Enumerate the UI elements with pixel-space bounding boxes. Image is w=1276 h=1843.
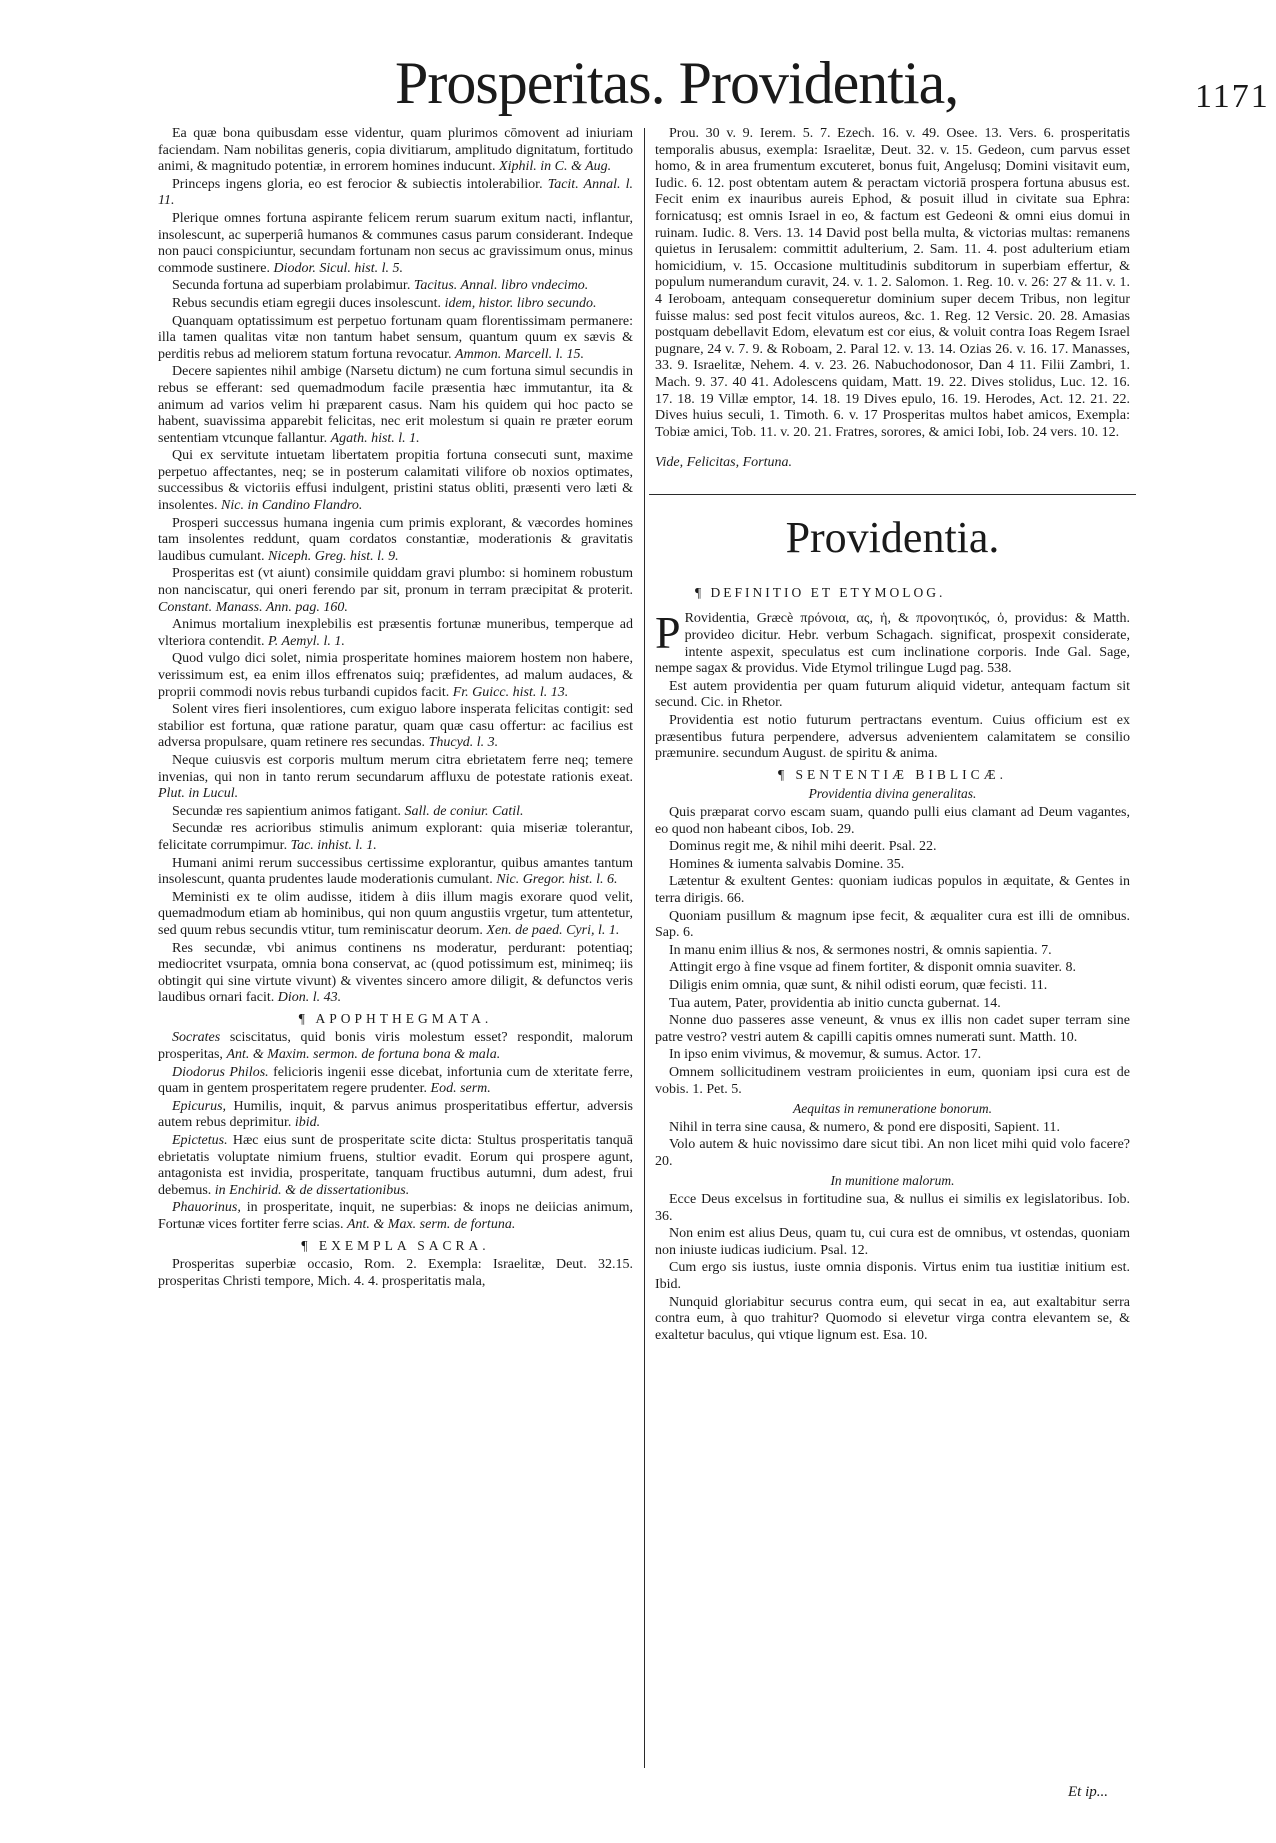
text-paragraph [158, 753, 633, 803]
text-paragraph [158, 296, 633, 313]
paragraph-text: Animus mortalium inexplebilis est præsentis fortunæ muneribus, temperque ad vlteriora contendit. [158, 617, 633, 649]
paragraph-text: Meministi ex te olim audisse, itidem à diis illum magis exorare quod velit, quemadmodum etiam ab hominibus, qui non quum angustiis vrgetur, tum attentetur, sed quum rebus secundis vtitur, tum reminiscatur deorum. [158, 889, 633, 938]
text-paragraph [655, 1065, 1130, 1098]
paragraph-text: Decere sapientes nihil ambige (Narsetu dictum) ne cum fortuna simul secundis in rebus se efferant: sed quemadmodum facile præsentia hæc immutantur, ita & animum ad varios velim hi præparent casus. Nam his quidem qui hoc pacto se habent, suavissima apparebit felicitas, nec erit molestum si quain re præter eorum sententiam vtcunque fallantur. [158, 364, 633, 446]
subsection-heading: Aequitas in remuneratione bonorum. [793, 1101, 992, 1117]
source-citation: Agath. hist. l. 1. [330, 430, 420, 446]
source-citation: Nic. Gregor. hist. l. 6. [496, 872, 618, 888]
source-citation: ibid. [294, 1115, 321, 1131]
definition-text: Rovidentia, Græcè πρόνοια, ας, ἡ, & προνοητικός, ὁ, providus: & Matth. provideo dicitur. Hebr. verbum Schagach. significat, prospexit considerate, intente aspexit, speculatus est cum inclinatione corporis. Inde Gal. Sage, nempe sagax & providus. Vide Etymol trilingue Lugd pag. 538. [655, 611, 1130, 677]
text-paragraph [655, 909, 1130, 942]
speaker-name: Epictetus. [172, 1133, 228, 1149]
text-paragraph [158, 702, 633, 752]
section-title: Providentia. [785, 512, 1000, 562]
text-paragraph [158, 566, 633, 616]
section-rule [649, 494, 1136, 495]
cross-reference: Vide, Felicitas, Fortuna. [655, 455, 792, 471]
drop-cap-initial: P [655, 607, 681, 659]
prosperitas-sententiae [158, 126, 633, 1007]
text-paragraph [158, 1133, 633, 1199]
paragraph-text: Ea quæ bona quibusdam esse videntur, quam plurimos cōmovent ad iniuriam faciendam. Nam nobilitas generis, copia divitiarum, amplitudo dignitatum, fortitudo animi, & magnitudo potentiæ, in errorem homines inducunt. [158, 126, 633, 175]
text-paragraph [655, 1295, 1130, 1345]
paragraph-text: Homines & iumenta salvabis Domine. 35. [669, 856, 905, 872]
paragraph-text: sciscitatus, quid bonis viris molestum esset? respondit, malorum prosperitas, [158, 1030, 633, 1063]
speaker-name: Diodorus Philos. [172, 1064, 269, 1080]
text-paragraph [158, 617, 633, 650]
source-citation: Dion. l. 43. [277, 990, 342, 1006]
apophthegmata-list [158, 1030, 633, 1233]
speaker-name: Socrates [172, 1030, 221, 1046]
biblical-list-1 [655, 805, 1130, 1098]
text-paragraph [655, 805, 1130, 838]
exempla-paragraph: Prosperitas superbiæ occasio, Rom. 2. Exempla: Israelitæ, Deut. 32.15. prosperitas Christi tempore, Mich. 4. 4. prosperitatis mala, [158, 1257, 633, 1289]
paragraph-text: Prou. 30 v. 9. Ierem. 5. 7. Ezech. 16. v. 49. Osee. 13. Vers. 6. prosperitatis temporalis abusus, exempla: Israelitæ, Deut. 32. v. 15. Gedeon, cum parvus esset homo, & in area frumentum excuteret, bonus fuit, Angelusq; Domini visitavit eum, Iudic. 6. 12. post obtentam autem & peractam victoriā prospera fortuna abusus est. Fecit enim ex inauribus aureis Ephod, & posuit illud in civitate sua Ephra: fornicatusq; est omnis Israel in eo, & factum est Gedeoni & omni eius domui in ruinam. Iudic. 8. Vers. 13. 14 David post bella multa, & victorias multas: remanens quietus in Ierusalem: committit adulterium, 2. Sam. 11. 4. post adulterium etiam homicidium, v. 15. Occasione multitudinis subditorum in superbiam effertur, & populum numerandum curavit, 24. v. 1. 2. Salomon. 1. Reg. 10. v. 26: 27 & 11. v. 1. 4 Ieroboam, antequam consequeretur dominium super decem Tribus, non legitur fuisse malus: sed post fecit vitulos aureos, &c. 1. Reg. 12 Versic. 20. 28. Amasias postquam debellavit Edom, elevatum est cor eius, & voluit contra Ioas Regem Israel pugnare, 24 v. 7. 9. & Roboam, 2. Paral 12. v. 13. 14. Ozias 26. v. 16. 17. Manasses, 33. 9. Israelitæ, Nehem. 4. v. 23. 26. Nabuchodonosor, Dan 4 11. Filii Zambri, 1. Mach. 9. 37. 40 41. Adolescens quidam, Matt. 19. 22. Dives stolidus, Luc. 12. 16. 17. 18. 19 Villæ emptor, 14. 18. 19 Dives epulo, 16. 19. Herodes, Act. 12. 21. 22. Dives huius seculi, 1. Timoth. 6. v. 17 Prosperitas multos habet amicos, Exempla: Tobiæ amici, Tob. 11. v. 20. 21. Fratres, sorores, & amici Iobi, Iob. 24 vers. 10. 12. [655, 126, 1130, 440]
paragraph-text: Volo autem & huic novissimo dare sicut tibi. An non licet mihi quid volo facere? 20. [655, 1137, 1130, 1169]
source-citation: Fr. Guicc. hist. l. 13. [452, 684, 569, 700]
running-title: Prosperitas. Providentia, [395, 50, 959, 116]
paragraph-text: Lætentur & exultent Gentes: quoniam iudicas populos in æquitate, & Gentes in terra dirigis. 66. [655, 874, 1130, 906]
source-citation: Constant. Manass. Ann. pag. 160. [158, 599, 348, 615]
paragraph-text: Ecce Deus excelsus in fortitudine sua, & nullus ei similis ex legislatoribus. Iob. 36. [655, 1192, 1130, 1224]
paragraph-text: Princeps ingens gloria, eo est ferocior & subiectis intolerabilior. [172, 176, 543, 192]
paragraph-text: Solent vires fieri insolentiores, cum exiguo labore insperata felicitas contigit: sed stabilior est fortuna, quæ ratione paratur, quam quæ casu offertur: ac facilius est adversa propulsare, quam retinere res secundas. [158, 702, 633, 751]
text-paragraph [158, 890, 633, 940]
paragraph-text: In ipso enim vivimus, & movemur, & sumus. Actor. 17. [669, 1047, 982, 1063]
text-paragraph [158, 821, 633, 854]
subsection-heading: In munitione malorum. [830, 1173, 955, 1189]
speaker-name: Epicurus, [172, 1098, 227, 1114]
paragraph-text: Qui ex servitute intuetam libertatem propitia fortuna consecuti sunt, maxime perpetuo affectantes, neq; se in posterum calamitati vilifore ob noxios optimates, successibus & victoriis effusi indulgent, pristini status obliti, præsenti vero læti & insolentes. [158, 448, 633, 514]
text-paragraph [158, 856, 633, 889]
text-paragraph [655, 1226, 1130, 1259]
column-divider [644, 128, 645, 1768]
text-paragraph [655, 857, 1130, 874]
biblical-list-3 [655, 1192, 1130, 1344]
paragraph-text: Omnem sollicitudinem vestram proiicientes in eum, quoniam ipsi cura est de vobis. 1. Pet. 5. [655, 1064, 1130, 1097]
right-column [655, 126, 1130, 1345]
text-paragraph [158, 177, 633, 210]
paragraph-text: Secundæ res acrioribus stimulis animum explorant: quia miseriæ tolerantur, felicitate corrumpimur. [158, 821, 633, 853]
paragraph-text: felicioris ingenii esse dicebat, infortunia cum de xteritate ferre, quam in gentem prosperitatem regere prudenter. [158, 1064, 633, 1097]
text-paragraph [655, 960, 1130, 977]
paragraph-text: Diligis enim omnia, quæ sunt, & nihil odisti eorum, quæ fecisti. 11. [669, 977, 1048, 993]
text-paragraph [655, 1047, 1130, 1064]
text-paragraph [655, 839, 1130, 856]
text-paragraph [655, 996, 1130, 1013]
text-paragraph [655, 1013, 1130, 1046]
text-paragraph [158, 314, 633, 364]
source-citation: Tacitus. Annal. libro vndecimo. [413, 278, 589, 294]
paragraph-text: Cum ergo sis iustus, iuste omnia disponis. Virtus enim tua iustitiæ initium est. Ibid. [655, 1260, 1130, 1293]
text-paragraph [655, 1260, 1130, 1293]
left-column [158, 126, 633, 1291]
paragraph-text: Dominus regit me, & nihil mihi deerit. Psal. 22. [669, 839, 937, 855]
text-paragraph [655, 874, 1130, 907]
definitio-heading: ¶ DEFINITIO ET ETYMOLOG. [695, 584, 946, 600]
paragraph-text: Neque cuiusvis est corporis multum merum citra ebrietatem ferre neq; temere invenias, qui non in tanto rerum secundarum affluxu de potestate rationis exeat. [158, 752, 633, 785]
source-citation: P. Aemyl. l. 1. [268, 633, 345, 649]
text-paragraph [655, 126, 1130, 441]
text-paragraph [158, 516, 633, 566]
source-citation: Tacit. Annal. l. 11. [158, 176, 633, 209]
text-paragraph [158, 1200, 633, 1233]
source-citation: Niceph. Greg. hist. l. 9. [268, 548, 399, 564]
text-paragraph [655, 1120, 1130, 1137]
text-paragraph [158, 804, 633, 821]
source-citation: Eod. serm. [430, 1081, 491, 1097]
paragraph-text: Humani animi rerum successibus certissime explorantur, quibus amantes tantum insolescunt, quanta prudentes laude moderationis cumulant. [158, 855, 633, 888]
paragraph-text: Quoniam pusillum & magnum ipse fecit, & æqualiter cura est illi de omnibus. Sap. 6. [655, 908, 1130, 941]
text-paragraph [158, 126, 633, 176]
page-number: 1171 [1195, 78, 1270, 115]
speaker-name: Phauorinus, [172, 1200, 241, 1216]
sententiae-heading: ¶ SENTENTIÆ BIBLICÆ. [778, 766, 1007, 782]
exempla-heading: ¶ EXEMPLA SACRA. [301, 1237, 490, 1253]
source-citation: Tac. inhist. l. 1. [290, 837, 377, 853]
catchword: Et ip... [1068, 1784, 1108, 1800]
paragraph-text: Non enim est alius Deus, quam tu, cui cura est de omnibus, vt ostendas, quoniam non iniuste iudicas iudicium. Psal. 12. [655, 1226, 1130, 1258]
paragraph-text: Res secundæ, vbi animus continens ns moderatur, perdurant: potentiaq; mediocritet vsurpata, omnia bona conservat, ac (quod potissimum est, minimeq; iis obtingit qui sine virtute vivunt) & viventes sincero amore diligit, & defunctos veris laudibus ornari facit. [158, 940, 633, 1006]
apophthegmata-heading: ¶ APOPHTHEGMATA. [298, 1010, 493, 1026]
biblical-list-2 [655, 1120, 1130, 1171]
text-paragraph [655, 943, 1130, 960]
text-paragraph [158, 448, 633, 514]
paragraph-text: Quis præparat corvo escam suam, quando pulli eius clamant ad Deum vagantes, eo quod non habeant cibos, Iob. 29. [655, 805, 1130, 837]
source-citation: Thucyd. l. 3. [428, 735, 499, 751]
paragraph-text: Attingit ergo à fine vsque ad finem fortiter, & disponit omnia suaviter. 8. [669, 960, 1077, 976]
text-paragraph [158, 278, 633, 295]
paragraph-text: Nihil in terra sine causa, & numero, & pond ere dispositi, Sapient. 11. [669, 1119, 1061, 1135]
text-paragraph [655, 1192, 1130, 1225]
source-citation: Nic. in Candino Flandro. [221, 498, 363, 514]
source-citation: Diodor. Sicul. hist. l. 5. [273, 260, 403, 276]
source-citation: Sall. de coniur. Catil. [404, 803, 524, 819]
paragraph-text: In manu enim illius & nos, & sermones nostri, & omnis sapientia. 7. [669, 942, 1052, 958]
paragraph-text: Quanquam optatissimum est perpetuo fortunam quam florentissimam permanere: illa tamen qualitas vitæ non tantum habet sensum, quantum quum ex sævis & perditis rebus ad meliorem statum fortuna revocatur. [158, 313, 633, 362]
source-citation: idem, histor. libro secundo. [444, 295, 597, 311]
text-paragraph [158, 1065, 633, 1098]
definition-paragraph: Providentia est notio futurum pertractans eventum. Cuius officium est ex præsentibus futura perpendere, adversus advenientem calamitatem se consilio præmunire. secundum August. de spiritu & anima. [655, 713, 1130, 762]
paragraph-text: Rebus secundis etiam egregii duces insolescunt. [172, 295, 442, 311]
source-citation: Xen. de paed. Cyri, l. 1. [486, 922, 620, 938]
text-paragraph [158, 211, 633, 277]
paragraph-text: Quod vulgo dici solet, nimia prosperitate homines maiorem hostem non habere, verissimum est, ea enim illos effrenatos suiq; præfidentes, ad malum audaces, & proprii commodi novis rebus turbandi cupidos facit. [158, 651, 633, 700]
text-paragraph [655, 978, 1130, 995]
paragraph-text: Prosperi successus humana ingenia cum primis explorant, & væcordes homines tam insolentes reddunt, quam cordatos constantiæ, moderationis & gravitatis laudibus cumulant. [158, 515, 633, 564]
source-citation: Ant. & Maxim. sermon. de fortuna bona & mala. [226, 1047, 501, 1063]
paragraph-text: Plerique omnes fortuna aspirante felicem rerum suarum exitum nacti, inflantur, insolescunt, ac superperiâ humanos & communes casus parum considerant. Indeque non pauci conspiciuntur, secundam fortunam non secus ac gravissimum onus, minus commode sustinere. [158, 210, 633, 276]
paragraph-text: Humilis, inquit, & parvus animus prosperitatibus effertur, adversis autem rebus deprimitur. [158, 1098, 633, 1131]
source-citation: Xiphil. in C. & Aug. [499, 159, 612, 175]
definition-paragraph-first [655, 607, 1130, 677]
source-citation: Plut. in Lucul. [158, 786, 239, 802]
source-citation: Ammon. Marcell. l. 15. [455, 346, 584, 362]
subsection-heading: Providentia divina generalitas. [808, 786, 977, 802]
text-paragraph [158, 941, 633, 1007]
paragraph-text: Secunda fortuna ad superbiam prolabimur. [172, 278, 411, 294]
text-paragraph [158, 1030, 633, 1063]
paragraph-text: Nonne duo passeres asse veneunt, & vnus ex illis non cadet super terram sine patre vestro? vestri autem & capilli capitis omnes numerati sunt. Matth. 10. [655, 1013, 1130, 1045]
text-paragraph [158, 651, 633, 701]
paragraph-text: Hæc eius sunt de prosperitate scite dicta: Stultus prosperitatis tanquā ebrietatis voluptate nimium fruens, stultior evadit. Eorum qui prospere agunt, antagonista est invidia, prosperitate, tanquam fructibus autumni, dum adest, frui debemus. [158, 1133, 634, 1198]
text-paragraph [655, 1137, 1130, 1170]
paragraph-text: Secundæ res sapientium animos fatigant. [172, 803, 402, 819]
text-paragraph [158, 1099, 633, 1132]
paragraph-text: Nunquid gloriabitur securus contra eum, qui secat in ea, aut exaltabitur serra contra eum, à quo trahitur? Quomodo si elevetur virga contra elevantem se, & exaltetur baculus, qui vtique lignum est. Esa. 10. [655, 1294, 1130, 1343]
source-citation: Ant. & Max. serm. de fortuna. [346, 1217, 516, 1232]
source-citation: in Enchirid. & de dissertationibus. [214, 1182, 410, 1198]
paragraph-text: Prosperitas est (vt aiunt) consimile quiddam gravi plumbo: si hominem robustum non nanciscatur, qui oneri ferendo par sit, pronum in terram præcipitat & proterit. [158, 566, 633, 599]
exempla-continued [655, 126, 1130, 441]
definition-paragraph: Est autem providentia per quam futurum aliquid videtur, antequam factum sit secund. Cic. in Rhetor. [655, 678, 1130, 711]
text-paragraph [158, 364, 633, 447]
paragraph-text: in prosperitate, inquit, ne superbias: & inops ne deiicias animum, Fortunæ vices fortiter ferre scias. [158, 1200, 633, 1232]
paragraph-text: Tua autem, Pater, providentia ab initio cuncta gubernat. 14. [669, 995, 1001, 1011]
